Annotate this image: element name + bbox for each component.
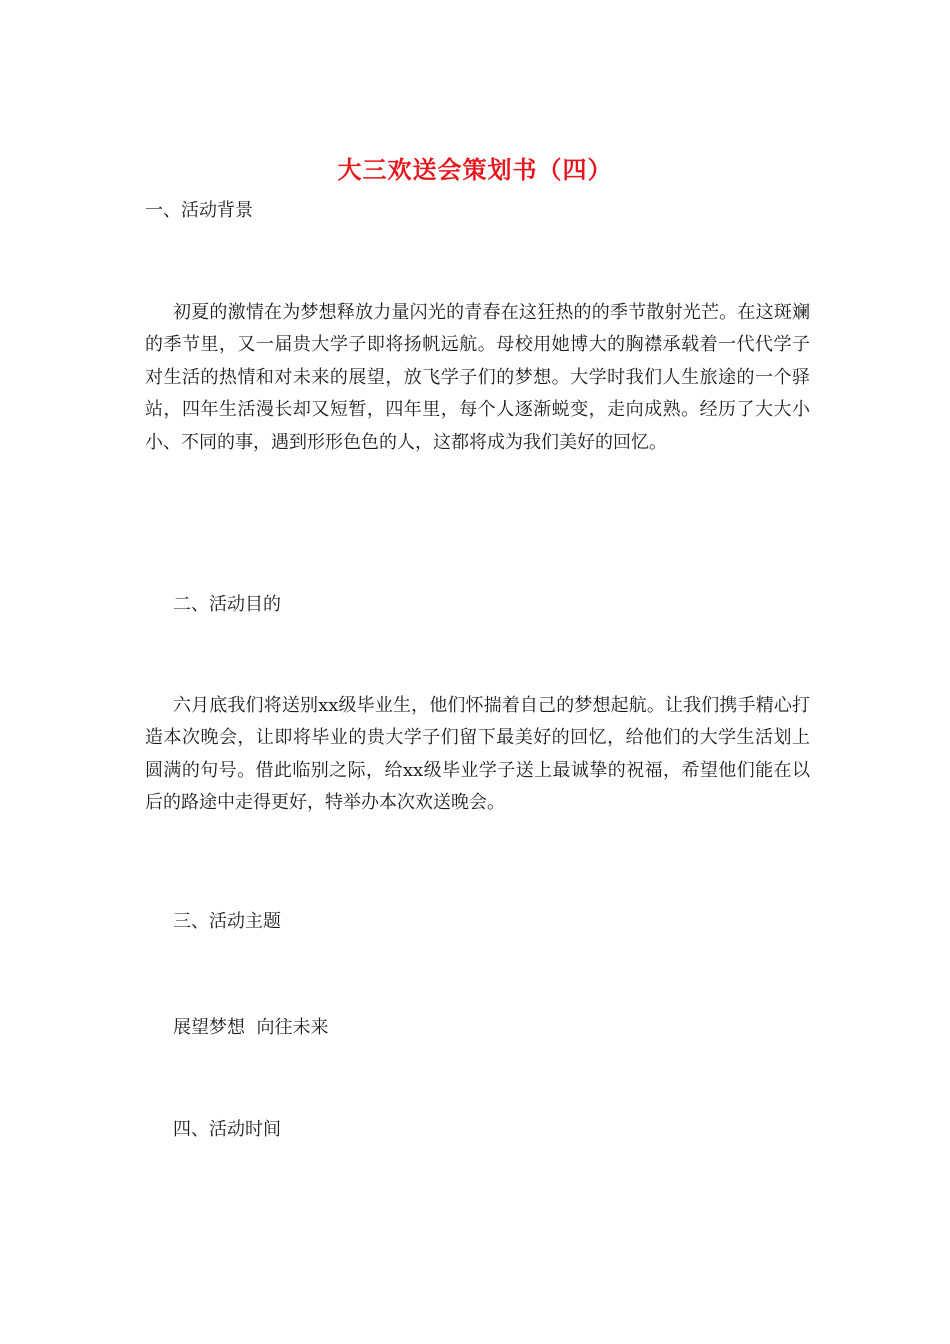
section-heading-purpose: 二、活动目的	[173, 594, 281, 615]
section-heading-theme: 三、活动主题	[173, 911, 281, 932]
document-title: 大三欢送会策划书（四）	[337, 155, 613, 184]
section-body-purpose: 六月底我们将送别xx级毕业生，他们怀揣着自己的梦想起航。让我们携手精心打造本次晚会，让即将毕业的贵大学子们留下最美好的回忆，给他们的大学生活划上圆满的句号。借此临别之际，给xx级毕业学子送上最诚挚的祝福，希望他们能在以后的路途中走得更好，特举办本次欢送晚会。	[145, 695, 810, 814]
section-heading-time: 四、活动时间	[173, 1119, 281, 1140]
section-body-theme: 展望梦想 向往未来	[173, 1017, 329, 1038]
section-heading-background: 一、活动背景	[145, 200, 253, 221]
section-body-background: 初夏的激情在为梦想释放力量闪光的青春在这狂热的的季节散射光芒。在这斑斓的季节里，又一届贵大学子即将扬帆远航。母校用她博大的胸襟承载着一代代学子对生活的热情和对未来的展望，放飞学子们的梦想。大学时我们人生旅途的一个驿站，四年生活漫长却又短暂，四年里，每个人逐渐蜕变，走向成熟。经历了大大小小、不同的事，遇到形形色色的人，这都将成为我们美好的回忆。	[145, 302, 810, 453]
